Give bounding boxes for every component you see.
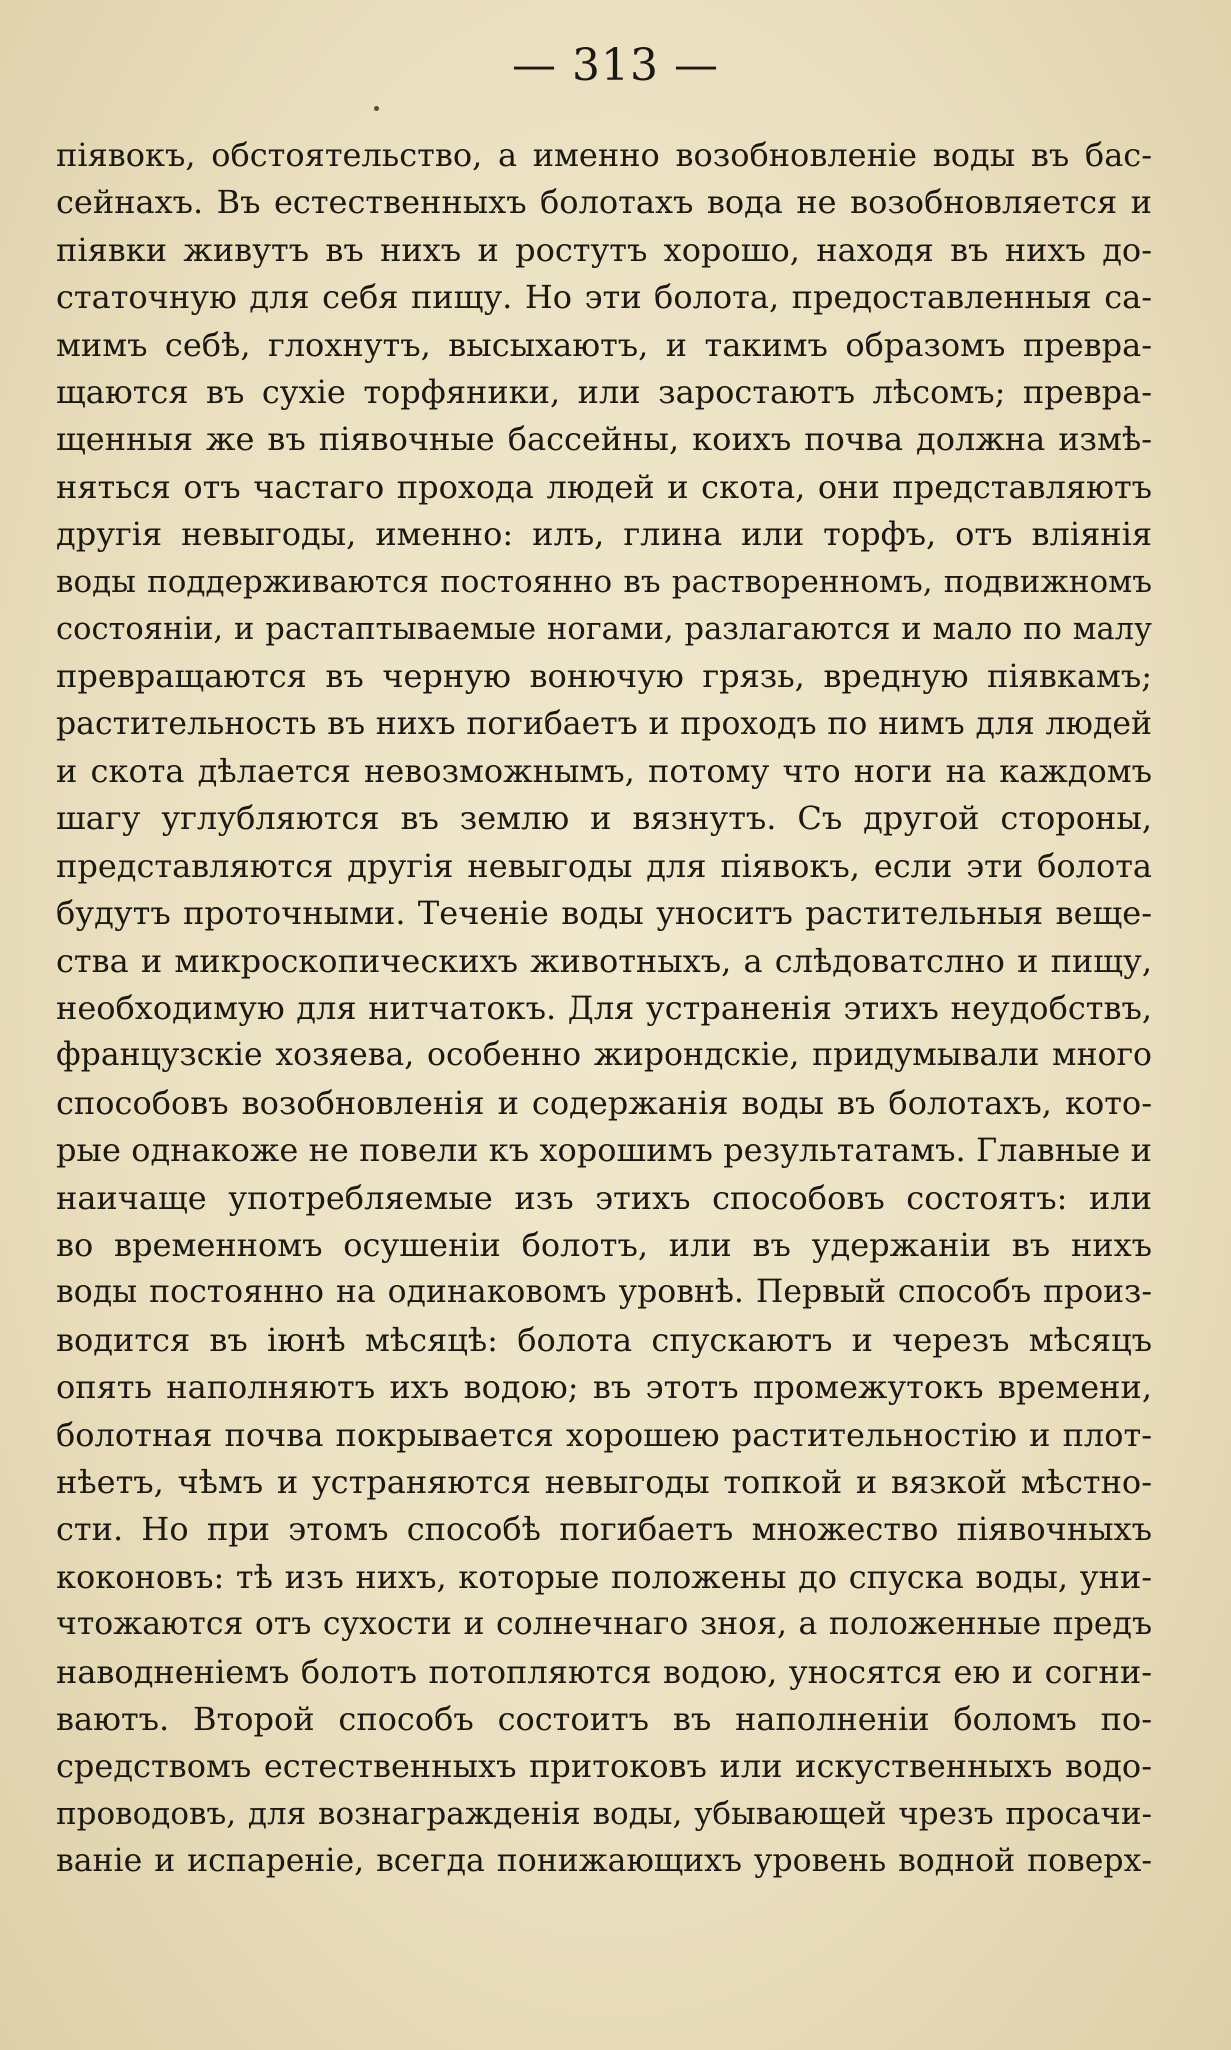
body-text xyxy=(56,132,1152,1885)
text-line: наводненіемъ болотъ потопляются водою, уносятся ею и согни- xyxy=(56,1652,1152,1691)
text-line: способовъ возобновленія и содержанія воды въ болотахъ, кото- xyxy=(56,1083,1152,1122)
text-line: превращаются въ черную вонючую грязь, вредную піявкамъ; xyxy=(56,657,1152,696)
text-line: чтожаются отъ сухости и солнечнаго зноя, а положенные предъ xyxy=(56,1606,1152,1643)
text-line: щаются въ сухіе торфяники, или заростаютъ лѣсомъ; превра- xyxy=(56,372,1152,411)
text-line: піявки живутъ въ нихъ и ростутъ хорошо, находя въ нихъ до- xyxy=(56,230,1152,269)
text-line: сти. Но при этомъ способѣ погибаетъ множество піявочныхъ xyxy=(56,1510,1152,1549)
text-line: средствомъ естественныхъ притоковъ или искуственныхъ водо- xyxy=(56,1747,1152,1786)
text-line: піявокъ, обстоятельство, а именно возобновленіе воды въ бас- xyxy=(56,136,1152,174)
text-line: воды постоянно на одинаковомъ уровнѣ. Первый способъ произ- xyxy=(56,1274,1152,1311)
text-line: коконовъ: тѣ изъ нихъ, которые положены до спуска воды, уни- xyxy=(56,1557,1152,1596)
text-line: рые однакоже не повели къ хорошимъ результатамъ. Главные и xyxy=(56,1131,1152,1170)
text-line: болотная почва покрывается хорошею растительностію и плот- xyxy=(56,1415,1152,1454)
text-line: растительность въ нихъ погибаетъ и проходъ по нимъ для людей xyxy=(56,705,1152,742)
text-line: наичаще употребляемые изъ этихъ способовъ состоятъ: или xyxy=(56,1178,1152,1217)
text-line: состояніи, и растаптываемые ногами, разлагаются и мало по малу xyxy=(56,611,1152,647)
text-line: водится въ іюнѣ мѣсяцѣ: болота спускаютъ и черезъ мѣсяцъ xyxy=(56,1320,1152,1359)
text-line: шагу углубляются въ землю и вязнутъ. Съ другой стороны, xyxy=(56,799,1152,838)
text-line: ваютъ. Второй способъ состоитъ въ наполненіи боломъ по- xyxy=(56,1699,1152,1738)
text-line: сейнахъ. Въ естественныхъ болотахъ вода не возобновляется и xyxy=(56,183,1152,222)
page-number: — 313 — xyxy=(512,40,719,91)
text-line: будутъ проточными. Теченіе воды уноситъ растительныя веще- xyxy=(56,894,1152,933)
text-line: мимъ себѣ, глохнутъ, высыхаютъ, и такимъ образомъ превра- xyxy=(56,325,1152,364)
ink-speck xyxy=(374,106,379,111)
text-line: ства и микроскопическихъ животныхъ, а слѣдоватслно и пищу, xyxy=(56,941,1152,980)
text-line: статочную для себя пищу. Но эти болота, предоставленныя са- xyxy=(56,278,1152,317)
text-line: французскіе хозяева, особенно жирондскіе, придумывали много xyxy=(56,1037,1152,1074)
text-line: и скота дѣлается невозможнымъ, потому что ноги на каждомъ xyxy=(56,752,1152,791)
text-line: ваніе и испареніе, всегда понижающихъ уровень водной поверх- xyxy=(56,1843,1152,1880)
text-line: другія невыгоды, именно: илъ, глина или торфъ, отъ вліянія xyxy=(56,515,1152,554)
text-line: опять наполняютъ ихъ водою; въ этотъ промежутокъ времени, xyxy=(56,1368,1152,1407)
text-line: щенныя же въ піявочные бассейны, коихъ почва должна измѣ- xyxy=(56,420,1152,459)
text-line: няться отъ частаго прохода людей и скота, они представляютъ xyxy=(56,467,1152,506)
text-line: представляются другія невыгоды для піявокъ, если эти болота xyxy=(56,846,1152,885)
text-line: во временномъ осушеніи болотъ, или въ удержаніи въ нихъ xyxy=(56,1225,1152,1264)
text-line: нѣетъ, чѣмъ и устраняются невыгоды топкой и вязкой мѣстно- xyxy=(56,1462,1152,1501)
text-line: необходимую для нитчатокъ. Для устраненія этихъ неудобствъ, xyxy=(56,989,1152,1028)
text-line: воды поддерживаются постоянно въ растворенномъ, подвижномъ xyxy=(56,563,1152,600)
text-line: проводовъ, для вознагражденія воды, убывающей чрезъ просачи- xyxy=(56,1795,1152,1832)
